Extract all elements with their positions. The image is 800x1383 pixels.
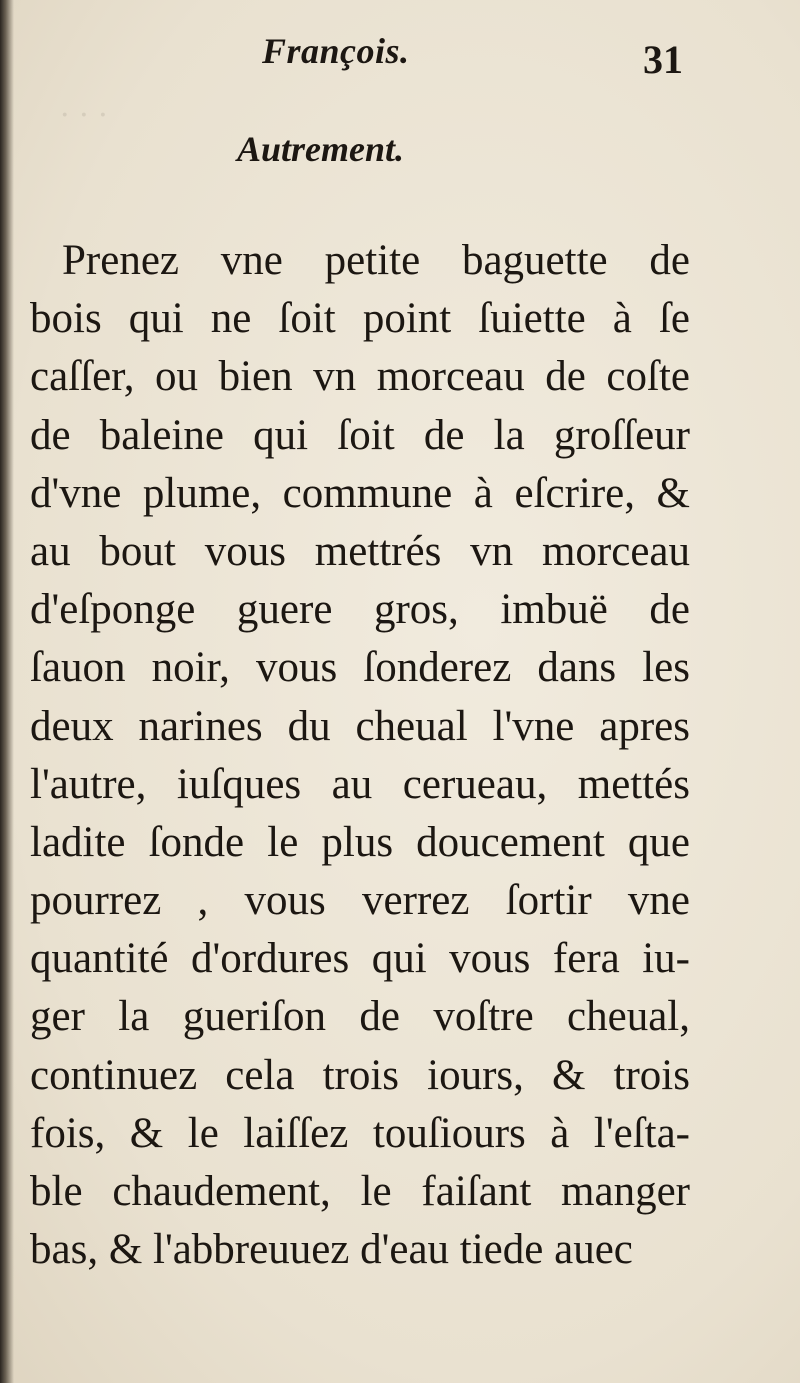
running-title: François. [262, 31, 410, 71]
text-line: pourrez , vous verrez ſortir vne [30, 877, 690, 925]
text-line: ble chaudement, le faiſant manger [30, 1168, 690, 1215]
text-line: ſauon noir, vous ſonderez dans les [30, 644, 690, 692]
text-line: bois qui ne ſoit point ſuiette à ſe [30, 295, 690, 343]
page-number: 31 [643, 37, 683, 82]
text-line: fois, & le laiſſez touſiours à l'eſta- [30, 1109, 690, 1157]
text-line: ladite ſonde le plus doucement que [30, 818, 690, 866]
text-line: l'autre, iuſques au cerueau, mettés [30, 760, 690, 808]
text-line: caſſer, ou bien vn morceau de coſte [30, 353, 690, 401]
text-line: continuez cela trois iours, & trois [30, 1051, 690, 1099]
text-line: ger la gueriſon de voſtre cheual, [30, 993, 690, 1041]
text-line: d'eſponge guere gros, imbuë de [30, 586, 690, 634]
page-gutter-shadow [0, 0, 14, 1383]
text-line: Prenez vne petite baguette de [62, 237, 690, 284]
bleed-through-decoration: · · · [60, 98, 108, 133]
text-line: bas, & l'abbreuuez d'eau tiede auec [30, 1226, 633, 1274]
section-title: Autrement. [237, 129, 405, 169]
text-line: deux narines du cheual l'vne apres [30, 702, 690, 750]
text-line: au bout vous mettrés vn morceau [30, 527, 690, 575]
body-text [30, 232, 690, 1279]
text-line: de baleine qui ſoit de la groſſeur [30, 411, 690, 459]
text-line: quantité d'ordures qui vous fera iu- [30, 935, 690, 983]
text-line: d'vne plume, commune à eſcrire, & [30, 469, 690, 517]
